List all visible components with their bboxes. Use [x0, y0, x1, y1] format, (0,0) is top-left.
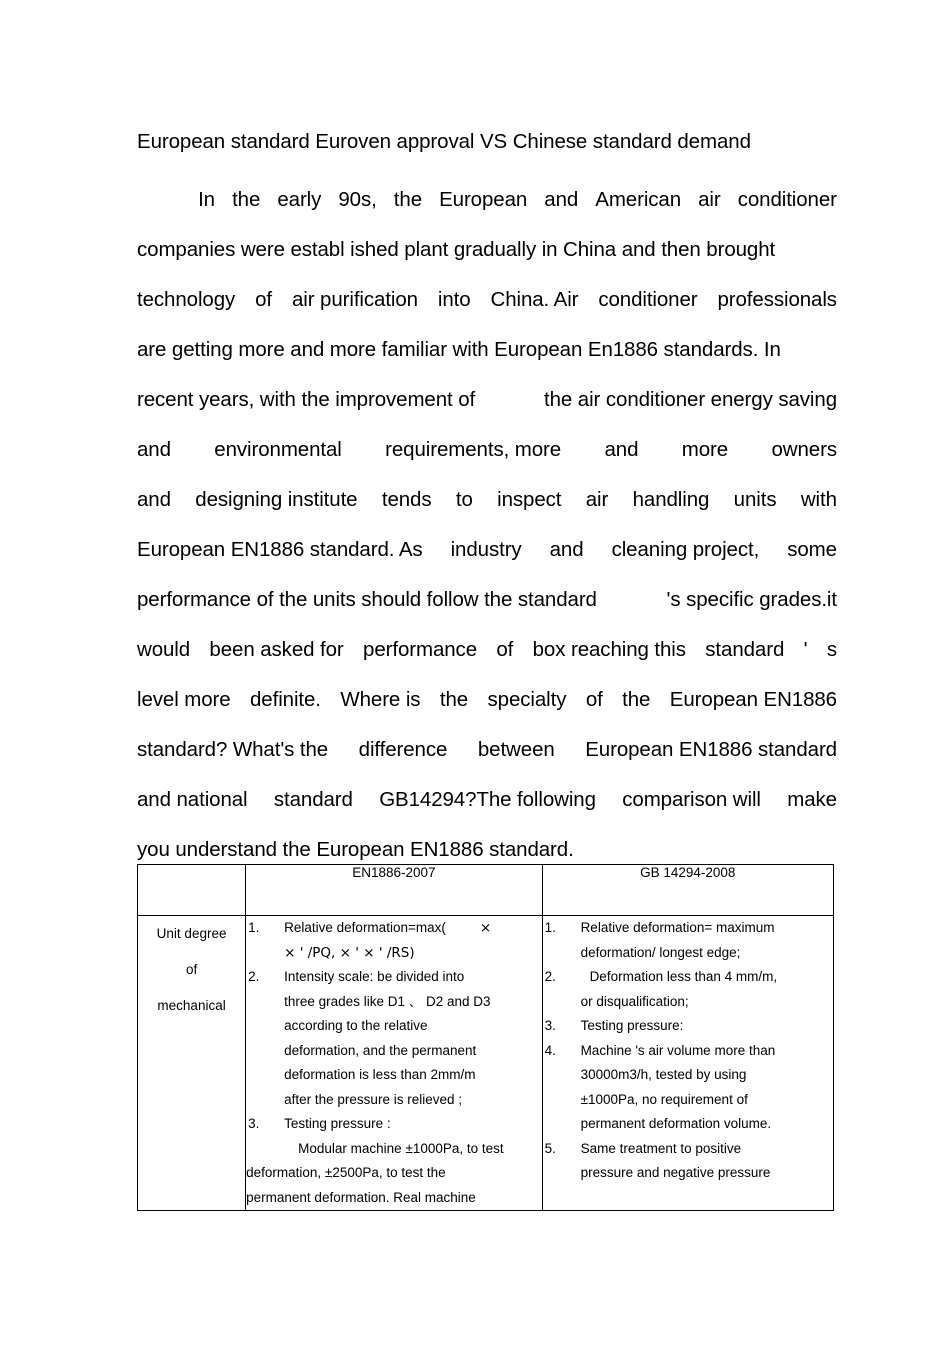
paragraph-line: you understand the European EN1886 standard. — [137, 837, 574, 861]
paragraph-line: technology of air purification into China. Air conditioner professionals — [137, 287, 837, 311]
paragraph-line: recent years, with the improvement of the air conditioner energy saving — [137, 387, 837, 411]
paragraph-line: level more definite. Where is the specialty of the European EN1886 — [137, 687, 837, 711]
list-item-line: deformation is less than 2mm/m — [284, 1067, 476, 1082]
table-header-en1886: EN1886-2007 — [246, 865, 542, 916]
list-item-number: 2. — [248, 969, 260, 984]
list-item-line: Relative deformation= maximum — [580, 920, 775, 935]
row-label-line: of — [185, 962, 198, 977]
list-item — [543, 1014, 833, 1039]
list-item-line: pressure and negative pressure — [580, 1165, 771, 1180]
intro-paragraph — [137, 153, 837, 875]
paragraph-line: are getting more and more familiar with European En1886 standards. In — [137, 337, 781, 361]
table-header-row — [138, 865, 834, 916]
paragraph-line: In the early 90s, the European and American air conditioner — [137, 175, 837, 225]
list-item-number: 3. — [248, 1116, 260, 1131]
list-item-line: Testing pressure: — [580, 1018, 684, 1033]
list-item-line: ±1000Pa, no requirement of — [580, 1091, 748, 1107]
paragraph-line: European EN1886 standard. As industry and cleaning project, some — [137, 537, 837, 561]
list-item-line: or disqualification; — [580, 993, 689, 1009]
paragraph-line: companies were establ ished plant gradually in China and then brought — [137, 237, 776, 261]
table-header-blank — [138, 865, 246, 916]
standards-comparison-table — [137, 864, 834, 1211]
list-item — [543, 965, 833, 1014]
paragraph-line: would been asked for performance of box reaching this standard ' s — [137, 637, 837, 661]
en1886-spec-list — [246, 916, 541, 1210]
row-label-line: Unit degree — [156, 926, 227, 941]
list-item-continuation — [246, 1161, 541, 1210]
list-item-number: 1. — [248, 920, 260, 935]
list-item-line: permanent deformation. Real machine — [246, 1189, 476, 1205]
list-item-number: 4. — [544, 1042, 556, 1058]
list-item-line: × ' /PQ, × ' × ' /RS) — [284, 944, 415, 961]
paragraph-line: and national standard GB14294?The following comparison will make — [137, 787, 837, 811]
gb14294-cell — [542, 916, 833, 1211]
list-item-line: three grades like D1 、 D2 and D3 — [284, 993, 491, 1009]
list-item-line: 30000m3/h, tested by using — [580, 1067, 747, 1082]
en1886-cell — [246, 916, 542, 1211]
list-item-number: 3. — [544, 1018, 556, 1033]
list-item-number: 5. — [544, 1140, 556, 1156]
table-row — [138, 916, 834, 1211]
list-item-line: Machine 's air volume more than — [580, 1042, 776, 1058]
list-item-line: according to the relative — [284, 1018, 428, 1033]
list-item-line: Deformation less than 4 mm/m, — [589, 969, 778, 984]
list-item-number: 2. — [544, 969, 556, 984]
row-label-line: mechanical — [157, 998, 226, 1013]
table-header-gb14294: GB 14294-2008 — [542, 865, 833, 916]
list-item — [246, 965, 541, 1112]
list-item-line: after the pressure is relieved ; — [284, 1091, 462, 1107]
list-item-number: 1. — [544, 920, 556, 935]
paragraph-line: performance of the units should follow the standard 's specific grades.it — [137, 587, 837, 611]
gb14294-spec-list — [543, 916, 833, 1186]
page-title: European standard Euroven approval VS Chinese standard demand — [137, 130, 751, 153]
list-item — [543, 916, 833, 965]
list-item-line: permanent deformation volume. — [580, 1116, 772, 1131]
list-item — [543, 1137, 833, 1186]
paragraph-indent — [137, 175, 181, 225]
list-item-line: Relative deformation=max( — [284, 920, 446, 935]
list-item-line: deformation, and the permanent — [284, 1042, 477, 1058]
list-item — [246, 916, 541, 965]
paragraph-line: standard? What's the difference between European EN1886 standard — [137, 737, 837, 761]
list-item-symbol: × — [479, 920, 492, 936]
paragraph-line: and environmental requirements, more and more owners — [137, 437, 837, 461]
list-item-line: deformation/ longest edge; — [580, 944, 741, 960]
list-item — [543, 1039, 833, 1137]
row-label-cell — [138, 916, 246, 1211]
list-item-line: deformation, ±2500Pa, to test the — [246, 1165, 446, 1180]
list-item-line: Intensity scale: be divided into — [284, 969, 465, 984]
document-body — [137, 0, 837, 875]
list-item-line: Testing pressure : — [284, 1116, 391, 1131]
list-item-line: Same treatment to positive — [580, 1140, 742, 1156]
list-item-line: Modular machine ±1000Pa, to test — [298, 1140, 504, 1156]
list-item — [246, 1112, 541, 1161]
paragraph-line: and designing institute tends to inspect air handling units with — [137, 487, 837, 511]
